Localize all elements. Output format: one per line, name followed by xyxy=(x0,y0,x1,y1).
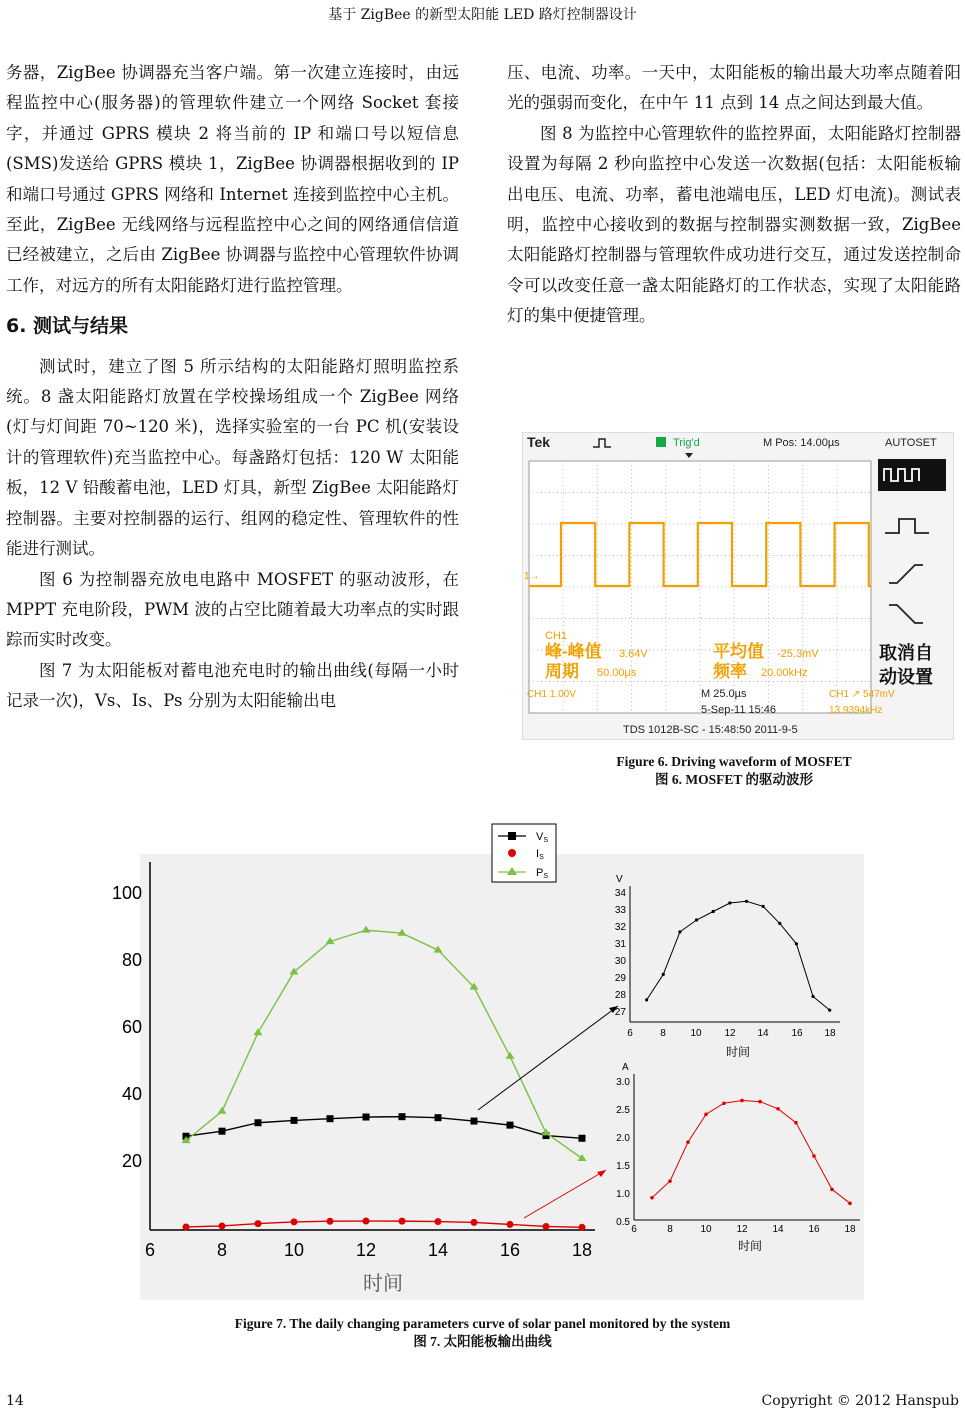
main-y-ticks xyxy=(112,883,142,1171)
main-x-tick-label: 18 xyxy=(571,1240,593,1260)
data-point-vs xyxy=(219,1128,226,1135)
voltage-y-tick-label: 29 xyxy=(614,973,626,984)
paragraph: 图 8 为监控中心管理软件的监控界面，太阳能路灯控制器设置为每隔 2 秒向监控中心发送一次数据(包括：太阳能板输出电压、电流、功率，蓄电池端电压，LED 灯电流)。测试表明，监控中心接收到的数据与控制器实测数据一致，ZigBee 太阳能路灯控制器与管理软件成功进行交互，通过发送控制命令可以改变任意一盏太阳能路灯的工作状态，实现了太阳能路灯的集中便捷管理。 xyxy=(507,123,961,326)
timebase: M 25.0µs xyxy=(701,688,747,700)
data-point-vs xyxy=(579,1135,586,1142)
data-point-is xyxy=(848,1202,852,1206)
data-point-is xyxy=(363,1218,370,1225)
data-point-vs xyxy=(795,942,798,945)
data-point-vs xyxy=(712,910,715,913)
data-point-vs xyxy=(662,973,665,976)
main-x-tick-label: 16 xyxy=(499,1240,521,1260)
figure-7-caption xyxy=(0,1315,965,1351)
oscilloscope-figure xyxy=(522,432,954,740)
data-point-is xyxy=(507,1221,514,1228)
current-x-tick-label: 8 xyxy=(667,1224,673,1235)
meas-period-label: 周期 xyxy=(545,662,579,681)
data-point-is xyxy=(435,1218,442,1225)
data-point-is xyxy=(776,1107,780,1111)
data-point-vs xyxy=(745,900,748,903)
data-point-is xyxy=(740,1099,744,1103)
paragraph: 图 6 为控制器充放电电路中 MOSFET 的驱动波形，在 MPPT 充电阶段，PWM 波的占空比随着最大功率点的实时跟踪而实时改变。 xyxy=(6,569,459,650)
data-point-is xyxy=(812,1154,816,1158)
caption-en: Figure 7. The daily changing parameters curve of solar panel monitored by the system xyxy=(234,1316,731,1331)
current-x-tick-label: 14 xyxy=(772,1224,784,1235)
current-inset-x-label: 时间 xyxy=(737,1239,763,1253)
voltage-x-tick-label: 12 xyxy=(724,1028,736,1039)
data-point-is xyxy=(704,1113,708,1117)
caption-cn: 图 7. 太阳能板输出曲线 xyxy=(413,1334,552,1349)
data-point-is xyxy=(794,1121,798,1125)
chart-background xyxy=(140,854,864,1300)
data-point-is xyxy=(255,1220,262,1227)
meas-period-value: 50.00µs xyxy=(597,667,637,679)
paragraph: 压、电流、功率。一天中，太阳能板的输出最大功率点随着阳光的强弱而变化，在中午 11 点到 14 点之间达到最大值。 xyxy=(507,63,961,113)
current-x-tick-label: 6 xyxy=(631,1224,637,1235)
main-x-tick-label: 6 xyxy=(144,1240,156,1260)
current-x-tick-label: 16 xyxy=(808,1224,820,1235)
voltage-y-tick-label: 31 xyxy=(614,939,626,950)
meas-ch1: CH1 xyxy=(545,630,568,642)
cancel-autoset-line1[interactable]: 取消自 xyxy=(879,643,933,663)
voltage-inset-unit: V xyxy=(616,874,623,885)
current-x-tick-label: 18 xyxy=(844,1224,856,1235)
scope-footer: TDS 1012B-SC - 15:48:50 2011-9-5 xyxy=(623,724,798,736)
trigger-frequency: 13.9394kHz xyxy=(829,705,883,716)
meas-pp-value: 3.64V xyxy=(619,648,648,660)
data-point-vs xyxy=(762,905,765,908)
meas-mean-label: 平均值 xyxy=(713,642,764,661)
meas-pp-label: 峰-峰值 xyxy=(545,642,602,661)
legend-vs: VS xyxy=(536,831,549,844)
current-y-tick-label: 3.0 xyxy=(616,1077,630,1088)
data-point-vs xyxy=(363,1114,370,1121)
current-y-tick-label: 1.0 xyxy=(616,1189,630,1200)
data-point-vs xyxy=(828,1009,831,1012)
main-x-tick-label: 8 xyxy=(216,1240,228,1260)
data-point-vs xyxy=(811,995,814,998)
data-point-is xyxy=(219,1222,226,1229)
data-point-is xyxy=(579,1224,586,1231)
main-y-tick-label: 40 xyxy=(121,1084,142,1104)
data-point-vs xyxy=(291,1117,298,1124)
legend-is-marker xyxy=(508,849,516,857)
page-number: 14 xyxy=(6,1393,24,1409)
section-heading: 6. 测试与结果 xyxy=(6,315,129,338)
paragraph: 测试时，建立了图 5 所示结构的太阳能路灯照明监控系统。8 盏太阳能路灯放置在学校操场组成一个 ZigBee 网络(灯与灯间距 70~120 米)，选择实验室的一台 PC 机(安装设计的管理软件)充当监控中心。每盏路灯包括：120 W 太阳能板，12 V 铅酸蓄电池，LED 灯具，新型 ZigBee 太阳能路灯控制器。主要对控制器的运行、组网的稳定性、管理软件的性能进行测试。 xyxy=(6,356,459,559)
scope-trig: Trig'd xyxy=(673,437,700,449)
legend-ps: PS xyxy=(536,867,549,880)
copyright: Copyright © 2012 Hanspub xyxy=(761,1393,959,1409)
data-point-is xyxy=(686,1140,690,1144)
left-column xyxy=(6,58,459,717)
meas-mean-value: -25.3mV xyxy=(777,648,819,660)
data-point-is xyxy=(291,1218,298,1225)
figure-7 xyxy=(100,818,870,1304)
data-point-is xyxy=(183,1223,190,1230)
voltage-y-tick-label: 33 xyxy=(614,905,626,916)
current-inset-unit: A xyxy=(622,1062,629,1073)
trigger-status-icon xyxy=(656,437,666,447)
data-point-vs xyxy=(471,1118,478,1125)
data-point-is xyxy=(471,1219,478,1226)
data-point-is xyxy=(758,1100,762,1104)
voltage-y-tick-label: 32 xyxy=(614,922,626,933)
data-point-is xyxy=(650,1196,654,1200)
legend-is: IS xyxy=(536,848,544,861)
voltage-x-tick-label: 6 xyxy=(627,1028,633,1039)
data-point-vs xyxy=(435,1114,442,1121)
main-x-axis-label: 时间 xyxy=(363,1273,403,1295)
data-point-vs xyxy=(399,1113,406,1120)
figure-6-caption xyxy=(507,753,961,789)
scope-mpos: M Pos: 14.00µs xyxy=(763,437,840,449)
legend-vs-marker xyxy=(508,832,516,840)
data-point-vs xyxy=(255,1119,262,1126)
paragraph: 图 7 为太阳能板对蓄电池充电时的输出曲线(每隔一小时记录一次)，Vs、Is、Ps 分别为太阳能输出电 xyxy=(6,660,459,711)
main-y-tick-label: 80 xyxy=(121,950,142,970)
legend xyxy=(492,824,556,882)
data-point-vs xyxy=(645,998,648,1001)
meas-freq-value: 20.00kHz xyxy=(761,667,808,679)
cancel-autoset-line2[interactable]: 动设置 xyxy=(879,667,933,687)
data-point-is xyxy=(327,1218,334,1225)
scope-date: 5-Sep-11 15:46 xyxy=(701,704,777,716)
main-x-tick-label: 12 xyxy=(355,1240,377,1260)
trigger-level: CH1 ↗ 547mV xyxy=(829,689,895,700)
voltage-y-tick-label: 34 xyxy=(614,888,626,899)
running-header: 基于 ZigBee 的新型太阳能 LED 路灯控制器设计 xyxy=(328,7,637,23)
right-column xyxy=(507,58,961,332)
data-point-vs xyxy=(728,901,731,904)
caption-cn: 图 6. MOSFET 的驱动波形 xyxy=(654,772,813,787)
voltage-x-tick-label: 16 xyxy=(791,1028,803,1039)
data-point-is xyxy=(399,1218,406,1225)
current-y-tick-label: 2.5 xyxy=(616,1105,630,1116)
current-x-tick-label: 12 xyxy=(736,1224,748,1235)
meas-freq-label: 频率 xyxy=(713,662,747,681)
voltage-y-tick-label: 27 xyxy=(614,1007,626,1018)
data-point-is xyxy=(543,1223,550,1230)
caption-en: Figure 6. Driving waveform of MOSFET xyxy=(616,754,852,769)
data-point-vs xyxy=(778,922,781,925)
main-y-tick-label: 60 xyxy=(121,1017,142,1037)
current-y-tick-label: 2.0 xyxy=(616,1133,630,1144)
current-x-tick-label: 10 xyxy=(700,1224,712,1235)
voltage-x-tick-label: 10 xyxy=(690,1028,702,1039)
ch1-scale: CH1 1.00V xyxy=(527,689,576,700)
main-y-tick-label: 20 xyxy=(121,1151,142,1171)
paragraph: 务器，ZigBee 协调器充当客户端。第一次建立连接时，由远程监控中心(服务器)的管理软件建立一个网络 Socket 套接字，并通过 GPRS 模块 2 将当前的 IP 和端口号以短信息(SMS)发送给 GPRS 模块 1，ZigBee 协调器根据收到的 IP 和端口号通过 GPRS 网络和 Internet 连接到监控中心主机。至此，ZigBee 无线网络与远程监控中心之间的网络通信信道已经被建立，之后由 ZigBee 协调器与监控中心管理软件协调工作，对远方的所有太阳能路灯进行监控管理。 xyxy=(6,63,459,295)
data-point-is xyxy=(722,1101,726,1105)
voltage-inset-x-label: 时间 xyxy=(725,1045,751,1059)
scope-brand: Tek xyxy=(527,434,551,450)
solar-output-chart xyxy=(100,818,870,1304)
data-point-is xyxy=(668,1179,672,1183)
scope-autoset: AUTOSET xyxy=(885,437,937,449)
voltage-x-tick-label: 18 xyxy=(824,1028,836,1039)
voltage-x-tick-label: 14 xyxy=(757,1028,769,1039)
data-point-vs xyxy=(507,1122,514,1129)
voltage-y-tick-label: 30 xyxy=(614,956,626,967)
data-point-vs xyxy=(327,1115,334,1122)
data-point-is xyxy=(830,1188,834,1192)
ch1-marker: 1→ xyxy=(524,571,540,582)
data-point-vs xyxy=(678,930,681,933)
main-x-tick-label: 10 xyxy=(283,1240,305,1260)
voltage-x-tick-label: 8 xyxy=(660,1028,666,1039)
current-y-tick-label: 0.5 xyxy=(616,1217,630,1228)
current-y-tick-label: 1.5 xyxy=(616,1161,630,1172)
main-y-tick-label: 100 xyxy=(111,883,142,903)
main-x-tick-label: 14 xyxy=(427,1240,449,1260)
oscilloscope-screen xyxy=(523,433,953,739)
voltage-y-tick-label: 28 xyxy=(614,990,626,1001)
data-point-vs xyxy=(695,918,698,921)
